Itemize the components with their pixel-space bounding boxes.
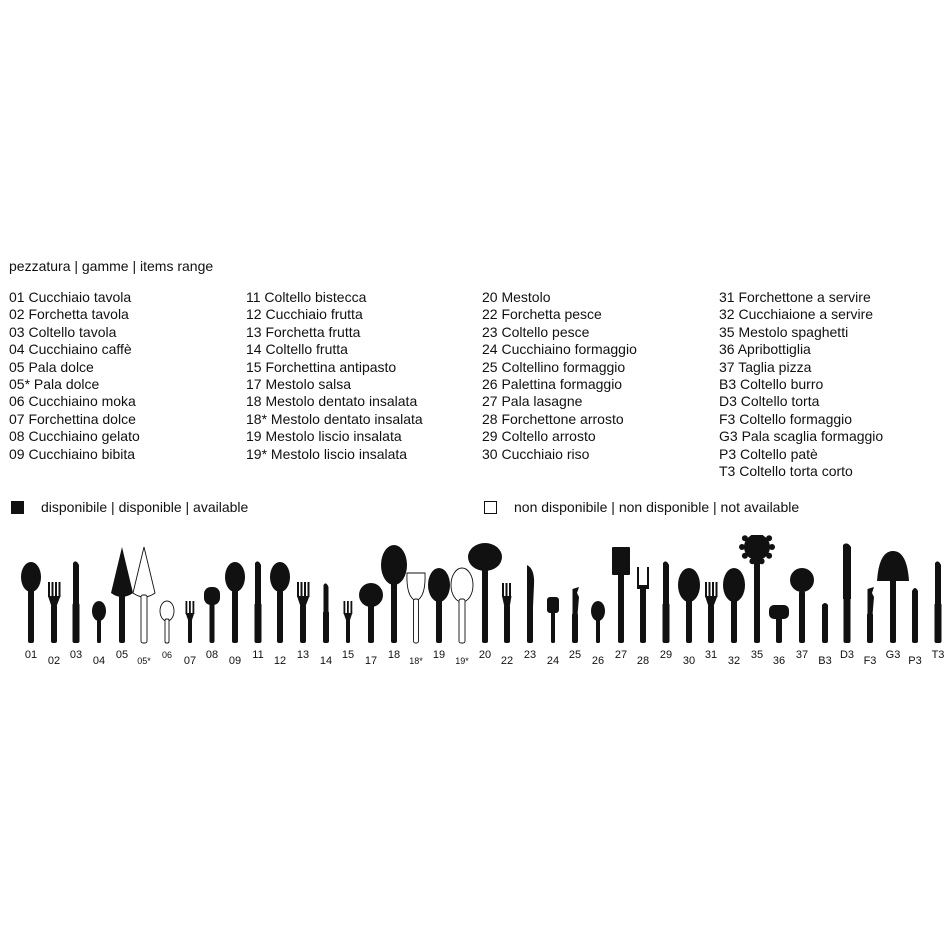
cutlery-fork-icon bbox=[48, 582, 61, 643]
item-entry: 08 Cucchiaino gelato bbox=[9, 428, 140, 445]
cutlery-code-label: 35 bbox=[750, 649, 764, 661]
item-entry: 14 Coltello frutta bbox=[246, 341, 348, 358]
cutlery-knife-icon bbox=[935, 561, 942, 643]
cutlery-code-label: G3 bbox=[885, 649, 901, 661]
cutlery-serving-spoon-icon bbox=[678, 568, 700, 643]
item-entry: 19* Mestolo liscio insalata bbox=[246, 445, 408, 462]
cutlery-cake-server-icon bbox=[133, 547, 155, 643]
cutlery-code-label: 37 bbox=[795, 649, 809, 661]
cutlery-illustration bbox=[0, 535, 950, 665]
cutlery-code-label: 03 bbox=[69, 649, 83, 661]
cutlery-spoon-small-icon bbox=[92, 601, 106, 643]
cutlery-code-label: 15 bbox=[341, 649, 355, 661]
cutlery-knife-icon bbox=[255, 561, 262, 643]
item-entry: 32 Cucchiaione a servire bbox=[719, 306, 874, 323]
items-column-4 bbox=[719, 289, 883, 480]
cutlery-code-label: 06 bbox=[161, 650, 173, 660]
cutlery-code-label: 22 bbox=[500, 655, 514, 665]
cutlery-spoon-icon bbox=[270, 562, 290, 643]
item-entry: 04 Cucchiaino caffè bbox=[9, 341, 132, 358]
item-entry: 36 Apribottiglia bbox=[719, 341, 811, 358]
cutlery-code-label: 23 bbox=[523, 649, 537, 661]
item-entry: 30 Cucchiaio riso bbox=[482, 445, 590, 462]
item-entry: 23 Coltello pesce bbox=[482, 323, 590, 340]
item-entry: 03 Coltello tavola bbox=[9, 323, 117, 340]
cutlery-fork-small-icon bbox=[186, 601, 195, 643]
item-entry: B3 Coltello burro bbox=[719, 375, 824, 392]
cutlery-code-label: D3 bbox=[839, 649, 855, 661]
item-entry: F3 Coltello formaggio bbox=[719, 410, 853, 427]
cutlery-cheese-slicer-icon bbox=[877, 551, 909, 643]
cutlery-knife-icon bbox=[73, 561, 80, 643]
cutlery-cake-knife-icon bbox=[843, 543, 851, 643]
cutlery-code-label: 29 bbox=[659, 649, 673, 661]
item-entry: 13 Forchetta frutta bbox=[246, 323, 361, 340]
item-entry: 12 Cucchiaio frutta bbox=[246, 306, 363, 323]
cutlery-fork-small-icon bbox=[344, 601, 353, 643]
item-entry: 17 Mestolo salsa bbox=[246, 375, 352, 392]
item-entry: 19 Mestolo liscio insalata bbox=[246, 428, 402, 445]
cutlery-salad-fork-icon bbox=[407, 573, 425, 643]
cutlery-carving-fork-icon bbox=[637, 567, 649, 643]
cutlery-code-label: 20 bbox=[478, 649, 492, 661]
cutlery-pate-knife-icon bbox=[912, 588, 918, 643]
cutlery-code-label: 08 bbox=[205, 649, 219, 661]
cutlery-fork-icon bbox=[705, 582, 718, 643]
item-entry: 26 Palettina formaggio bbox=[482, 375, 623, 392]
cutlery-code-label: 32 bbox=[727, 655, 741, 665]
cutlery-code-label: F3 bbox=[863, 655, 877, 665]
cutlery-code-label: 05* bbox=[137, 656, 151, 665]
item-entry: 09 Cucchiaino bibita bbox=[9, 445, 136, 462]
legend-not-available bbox=[484, 499, 799, 515]
item-entry: 18 Mestolo dentato insalata bbox=[246, 393, 418, 410]
cutlery-code-label: 11 bbox=[252, 649, 264, 661]
cutlery-spoon-small-icon bbox=[160, 601, 174, 643]
cutlery-ladle-small-icon bbox=[359, 583, 383, 643]
filled-square-icon bbox=[11, 501, 24, 514]
item-entry: 18* Mestolo dentato insalata bbox=[246, 410, 423, 427]
item-entry: D3 Coltello torta bbox=[719, 393, 820, 410]
legend-available-label: disponibile | disponible | available bbox=[41, 499, 249, 515]
item-entry: 15 Forchettina antipasto bbox=[246, 358, 397, 375]
cutlery-code-label: 09 bbox=[228, 655, 242, 665]
cutlery-code-label: 25 bbox=[568, 649, 582, 661]
cutlery-bottle-opener-icon bbox=[769, 605, 789, 643]
item-entry: 02 Forchetta tavola bbox=[9, 306, 129, 323]
cutlery-code-label: 26 bbox=[591, 655, 605, 665]
item-entry: 28 Forchettone arrosto bbox=[482, 410, 624, 427]
cutlery-code-label: 28 bbox=[636, 655, 650, 665]
cutlery-code-label: B3 bbox=[818, 655, 832, 665]
cutlery-slotted-spoon-icon bbox=[381, 545, 407, 643]
cutlery-code-label: 36 bbox=[772, 655, 786, 665]
item-entry: 25 Coltellino formaggio bbox=[482, 358, 626, 375]
cutlery-code-label: 13 bbox=[296, 649, 310, 661]
cutlery-fish-fork-icon bbox=[502, 583, 512, 643]
cutlery-code-label: T3 bbox=[931, 649, 945, 661]
cutlery-code-label: 04 bbox=[92, 655, 106, 665]
item-entry: 27 Pala lasagne bbox=[482, 393, 583, 410]
cutlery-knife-small-icon bbox=[323, 583, 329, 643]
items-column-1 bbox=[9, 289, 140, 463]
cutlery-serving-spoon-icon bbox=[451, 568, 473, 643]
cutlery-code-label: P3 bbox=[908, 655, 922, 665]
cutlery-spoon-icon bbox=[225, 562, 245, 643]
item-entry: 35 Mestolo spaghetti bbox=[719, 323, 849, 340]
item-entry: 37 Taglia pizza bbox=[719, 358, 812, 375]
cutlery-code-label: 27 bbox=[614, 649, 628, 661]
cutlery-code-label: 14 bbox=[319, 655, 333, 665]
cutlery-cake-server-icon bbox=[111, 547, 133, 643]
item-entry: T3 Coltello torta corto bbox=[719, 462, 853, 479]
legend-available bbox=[11, 499, 248, 515]
cutlery-cheese-knife-icon bbox=[572, 587, 579, 643]
cutlery-code-label: 05 bbox=[115, 649, 129, 661]
cutlery-code-label: 30 bbox=[682, 655, 696, 665]
item-entry: 24 Cucchiaino formaggio bbox=[482, 341, 637, 358]
cutlery-serving-spoon-icon bbox=[723, 568, 745, 643]
items-column-3 bbox=[482, 289, 637, 463]
item-entry: 31 Forchettone a servire bbox=[719, 289, 871, 305]
item-entry: 11 Coltello bistecca bbox=[246, 289, 367, 305]
cutlery-code-label: 19 bbox=[432, 649, 446, 661]
cutlery-ladle-icon bbox=[468, 543, 502, 643]
cutlery-serving-spoon-icon bbox=[428, 568, 450, 643]
page-heading: pezzatura | gamme | items range bbox=[9, 258, 214, 274]
cutlery-fork-icon bbox=[297, 582, 310, 643]
cutlery-code-label: 17 bbox=[364, 655, 378, 665]
cutlery-lasagna-server-icon bbox=[612, 547, 630, 643]
cutlery-code-label: 07 bbox=[183, 655, 197, 665]
cutlery-code-label: 19* bbox=[455, 656, 469, 665]
cutlery-spoon-small-icon bbox=[591, 601, 605, 643]
cutlery-code-label: 18 bbox=[387, 649, 401, 661]
cutlery-cheese-knife-icon bbox=[867, 587, 874, 643]
item-entry: 05 Pala dolce bbox=[9, 358, 94, 375]
cutlery-spoon-icon bbox=[21, 562, 41, 643]
cutlery-code-label: 18* bbox=[409, 656, 423, 665]
cutlery-code-label: 12 bbox=[273, 655, 287, 665]
cutlery-code-label: 31 bbox=[704, 649, 718, 661]
cutlery-code-label: 24 bbox=[546, 655, 560, 665]
items-column-2 bbox=[246, 289, 423, 463]
item-entry: 29 Coltello arrosto bbox=[482, 428, 596, 445]
item-entry: 07 Forchettina dolce bbox=[9, 410, 136, 427]
cutlery-code-label: 02 bbox=[47, 655, 61, 665]
cutlery-butter-knife-icon bbox=[822, 603, 828, 643]
item-entry: G3 Pala scaglia formaggio bbox=[719, 428, 884, 445]
empty-square-icon bbox=[484, 501, 497, 514]
item-entry: 05* Pala dolce bbox=[9, 375, 100, 392]
legend-not-available-label: non disponibile | non disponible | not available bbox=[514, 499, 800, 515]
item-entry: 01 Cucchiaio tavola bbox=[9, 289, 132, 305]
cutlery-pizza-cutter-icon bbox=[790, 568, 814, 643]
item-entry: 20 Mestolo bbox=[482, 289, 551, 305]
item-entry: 22 Forchetta pesce bbox=[482, 306, 602, 323]
item-entry: 06 Cucchiaino moka bbox=[9, 393, 136, 410]
item-entry: P3 Coltello patè bbox=[719, 445, 818, 462]
cutlery-ice-spoon-icon bbox=[204, 587, 220, 643]
cutlery-code-label: 01 bbox=[24, 649, 38, 661]
cutlery-knife-icon bbox=[663, 561, 670, 643]
cutlery-fish-knife-icon bbox=[527, 565, 534, 643]
cutlery-cheese-spoon-icon bbox=[547, 597, 559, 643]
